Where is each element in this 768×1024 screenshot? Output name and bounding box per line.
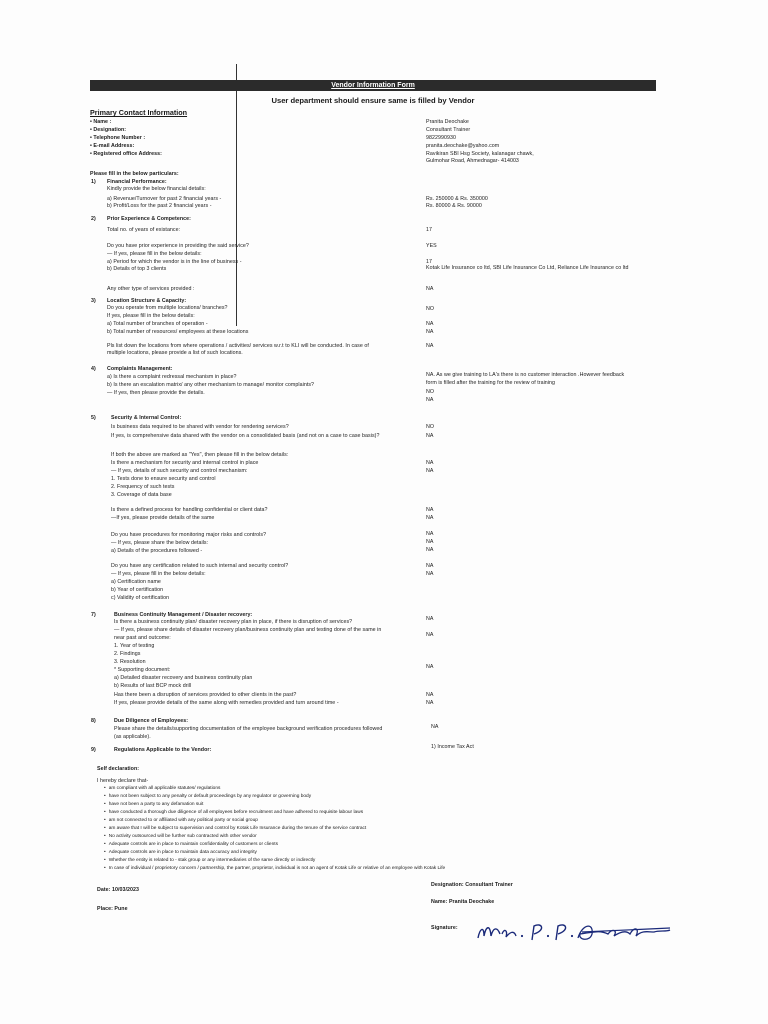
section-1-heading: Financial Performance: <box>107 179 167 185</box>
section-5-p4-answer: NA <box>426 563 434 569</box>
section-5-p4-line: c) Validity of certification <box>111 595 170 601</box>
section-2-period-q: a) Period for which the vendor is in the line of business - <box>107 259 242 265</box>
contact-address-label: • Registered office Address: <box>90 151 162 157</box>
section-8-answer: NA <box>431 724 439 730</box>
section-4-a4: NA <box>426 397 434 403</box>
section-7-q2-line: If yes, please provide details of the same along with remedies provided and turn around time - <box>114 700 339 706</box>
section-5-heading: Security & Internal Control: <box>111 415 182 421</box>
section-4-a2: form is filled after the training for the review of training <box>426 380 556 386</box>
section-4-q2: b) Is there an escalation matrix/ any other mechanism to manage/ monitor complaints? <box>107 382 315 388</box>
section-3-number: 3) <box>91 298 96 304</box>
section-9-heading: Regulations Applicable to the Vendor: <box>114 747 212 753</box>
form-title: Vendor Information Form <box>331 82 415 89</box>
section-2-number: 2) <box>91 216 96 222</box>
section-5-q1: Is business data required to be shared with vendor for rendering services? <box>111 424 289 430</box>
section-5-p3-answer: NA <box>426 539 434 545</box>
section-4-heading: Complaints Management: <box>107 366 173 372</box>
declaration-item: • am aware that I will be subject to supervision and control by Kotak Life Insurance during the tenure of the service contract <box>104 826 366 831</box>
declaration-item: • Adequate controls are in place to maintain confidentiality of customers or clients <box>104 842 278 847</box>
section-5-p1-line: — If yes, details of such security and control mechanism: <box>111 468 248 474</box>
section-7-line: 3. Resolution <box>114 659 146 665</box>
contact-phone-label: • Telephone Number : <box>90 135 146 141</box>
name-label: Name: Pranita Deochake <box>431 899 495 905</box>
section-5-a2: NA <box>426 433 434 439</box>
declaration-item: • Adequate controls are in place to maintain data accuracy and integrity <box>104 850 257 855</box>
section-5-p1-line: 1. Tests done to ensure security and control <box>111 476 216 482</box>
section-2-other-q: Any other type of services provided : <box>107 286 195 292</box>
declaration-item: • have not been subject to any penalty or default proceedings by any regulator or governing body <box>104 794 311 799</box>
section-1-answer: Rs. 80000 & Rs. 90000 <box>426 203 482 209</box>
contact-phone-value: 9822990930 <box>426 135 456 141</box>
declaration-heading: Self declaration: <box>97 766 140 772</box>
section-5-number: 5) <box>91 415 96 421</box>
section-5-p4-answer: NA <box>426 571 434 577</box>
contact-email-label: • E-mail Address: <box>90 143 135 149</box>
section-5-p3-line: Do you have procedures for monitoring major risks and controls? <box>111 532 267 538</box>
section-8-q2: (as applicable). <box>114 734 151 740</box>
section-2-exp-q: Do you have prior experience in providing the said service? <box>107 243 249 249</box>
section-7-line: near past and outcome: <box>114 635 171 641</box>
section-7-q2-line: Has there been a disruption of services provided to other clients in the past? <box>114 692 297 698</box>
section-5-p2-line: —If yes, please provide details of the same <box>111 515 215 521</box>
section-7-answer: NA <box>426 632 434 638</box>
contact-name-label: • Name : <box>90 119 112 125</box>
section-7-line: Is there a business continuity plan/ disaster recovery plan in place, if there is disruption of services? <box>114 619 353 625</box>
section-7-heading: Business Continuity Management / Disaster recovery: <box>114 612 253 618</box>
section-7-line: — If yes, please share details of disaster recovery plan/business continuity plan and testing done of the same in <box>114 627 382 633</box>
section-5-p2-line: Is there a defined process for handling confidential or client data? <box>111 507 268 513</box>
contact-email-value: pranita.deochake@yahoo.com <box>426 143 500 149</box>
section-2-exp-sub: — If yes, please fill in the below details: <box>107 251 202 257</box>
section-2-period-a: 17 <box>426 259 432 265</box>
section-1-number: 1) <box>91 179 96 185</box>
section-8-q1: Please share the details/supporting documentation of the employee background verification procedures followed <box>114 726 383 732</box>
section-7-answer: NA <box>426 664 434 670</box>
declaration-item: • am not connected to or affiliated with any political party or social group <box>104 818 258 823</box>
section-3-multi-a: NO <box>426 306 435 312</box>
section-4-q3: — If yes, then please provide the details. <box>107 390 205 396</box>
section-7-number: 7) <box>91 612 96 618</box>
section-3-list-a: NA <box>426 343 434 349</box>
section-5-p1-line: Is there a mechanism for security and internal control in place <box>111 460 259 466</box>
declaration-item: • Whether the entity is related to - stak group or any intermediaries of the same directly or indirectly <box>104 858 315 863</box>
section-4-q1: a) Is there a complaint redressal mechanism in place? <box>107 374 237 380</box>
section-2-heading: Prior Experience & Competence: <box>107 216 191 222</box>
section-7-q2-answer: NA <box>426 692 434 698</box>
section-5-p1-line: 3. Coverage of data base <box>111 492 172 498</box>
section-3-list-q-2: multiple locations, please provide a list of such locations. <box>107 350 243 356</box>
section-3-branches-q: a) Total number of branches of operation - <box>107 321 208 327</box>
section-8-number: 8) <box>91 718 96 724</box>
section-4-a3: NO <box>426 389 435 395</box>
form-title-banner <box>90 80 656 91</box>
section-7-line: * Supporting document: <box>114 667 171 673</box>
section-1-line: b) Profit/Loss for the past 2 financial years - <box>107 203 212 209</box>
signature-label: Signature: <box>431 925 458 931</box>
section-2-exp-a: YES <box>426 243 437 249</box>
contact-address-value-2: Gulmohar Road, Ahmednagar- 414003 <box>426 158 519 164</box>
section-2-clients-q: b) Details of top 3 clients <box>107 266 167 272</box>
designation-label: Designation: Consultant Trainer <box>431 882 513 888</box>
handwritten-signature <box>470 910 720 950</box>
section-5-p4-line: a) Certification name <box>111 579 161 585</box>
contact-address-value: Ravikiran SBI Hsg Society, kalanagar chawk, <box>426 151 534 157</box>
section-5-p2-answer: NA <box>426 507 434 513</box>
declaration-intro: I hereby declare that- <box>97 778 149 784</box>
form-subtitle: User department should ensure same is filled by Vendor <box>271 96 475 105</box>
contact-designation-label: • Designation: <box>90 127 127 133</box>
section-9-number: 9) <box>91 747 96 753</box>
section-7-line: 2. Findings <box>114 651 141 657</box>
section-3-multi-q: Do you operate from multiple locations/ branches? <box>107 305 228 311</box>
section-7-line: a) Detailed disaster recovery and business continuity plan <box>114 675 253 681</box>
section-5-p4-line: Do you have any certification related to such internal and security control? <box>111 563 289 569</box>
section-2-other-a: NA <box>426 286 434 292</box>
section-5-p4-line: b) Year of certification <box>111 587 164 593</box>
section-4-a1: NA. As we give training to LA's there is no customer interaction .However feedback <box>426 372 625 378</box>
declaration-item: • have conducted a thorough due diligence of all employees before recruitment and have adhered to requisite labour laws <box>104 810 363 815</box>
declaration-item: • In case of individual / proprietory concern / partnership, the partner, proprietor, individual is not an agent of Kotak Life or relative of an employee with Kotak Life <box>104 866 445 871</box>
declaration-item: • No activity outsourced will be further sub contracted with other vendor <box>104 834 257 839</box>
section-5-p1-line: If both the above are marked as "Yes", then please fill in the below details: <box>111 452 289 458</box>
section-4-number: 4) <box>91 366 96 372</box>
section-7-q2-answer: NA <box>426 700 434 706</box>
section-7-line: 1. Year of testing <box>114 643 155 649</box>
section-2-years-q: Total no. of years of existance: <box>107 227 181 233</box>
section-5-p3-answer: NA <box>426 531 434 537</box>
date-label: Date: 10/03/2023 <box>97 887 140 893</box>
section-3-resources-a: NA <box>426 329 434 335</box>
section-1-answer: Rs. 250000 & Rs. 350000 <box>426 196 488 202</box>
declaration-item: • have not been a party to any defamation suit <box>104 802 203 807</box>
section-5-q2: If yes, is comprehensive data shared with the vendor on a consolidated basis (and not on a case to case basis)? <box>111 433 380 439</box>
section-5-p1-answer: NA <box>426 460 434 466</box>
section-5-p3-answer: NA <box>426 547 434 553</box>
section-3-list-q: Pls list down the locations from where operations / activities/ services w.r.t to KLI will be conducted. In case of <box>107 343 369 349</box>
intro-text: Please fill in the below particulars: <box>90 171 179 177</box>
section-2-years-a: 17 <box>426 227 432 233</box>
section-5-p1-answer: NA <box>426 468 434 474</box>
section-8-heading: Due Diligence of Employees: <box>114 718 189 724</box>
section-5-p3-line: a) Details of the procedures followed - <box>111 548 203 554</box>
section-5-p3-line: — If yes, please share the below details: <box>111 540 209 546</box>
primary-contact-heading: Primary Contact Information <box>90 108 188 117</box>
section-3-sub: If yes, please fill in the below details: <box>107 313 195 319</box>
section-1-line: a) Revenue/Turnover for past 2 financial years - <box>107 196 222 202</box>
section-7-line: b) Results of last BCP mock drill <box>114 683 192 689</box>
section-9-answer: 1) Income Tax Act <box>431 744 474 750</box>
section-5-a1: NO <box>426 424 435 430</box>
section-7-answer: NA <box>426 616 434 622</box>
section-3-resources-q: b) Total number of resources/ employees at these locations <box>107 329 249 335</box>
section-3-branches-a: NA <box>426 321 434 327</box>
contact-designation-value: Consultant Trainer <box>426 127 471 133</box>
declaration-item: • am compliant with all applicable statutes/ regulations <box>104 786 220 791</box>
place-label: Place: Pune <box>97 906 128 912</box>
section-2-clients-a: Kotak Life Insurance co ltd, SBI Life Insurance Co Ltd, Reliance Life Insurance co ltd <box>426 265 629 271</box>
contact-name-value: Pranita Deochake <box>426 119 469 125</box>
section-3-heading: Location Structure & Capacity: <box>107 298 187 304</box>
section-5-p1-line: 2. Frequency of such tests <box>111 484 175 490</box>
section-1-line: Kindly provide the below financial details: <box>107 186 206 192</box>
section-5-p2-answer: NA <box>426 515 434 521</box>
section-5-p4-line: — If yes, please fill in the below details: <box>111 571 206 577</box>
